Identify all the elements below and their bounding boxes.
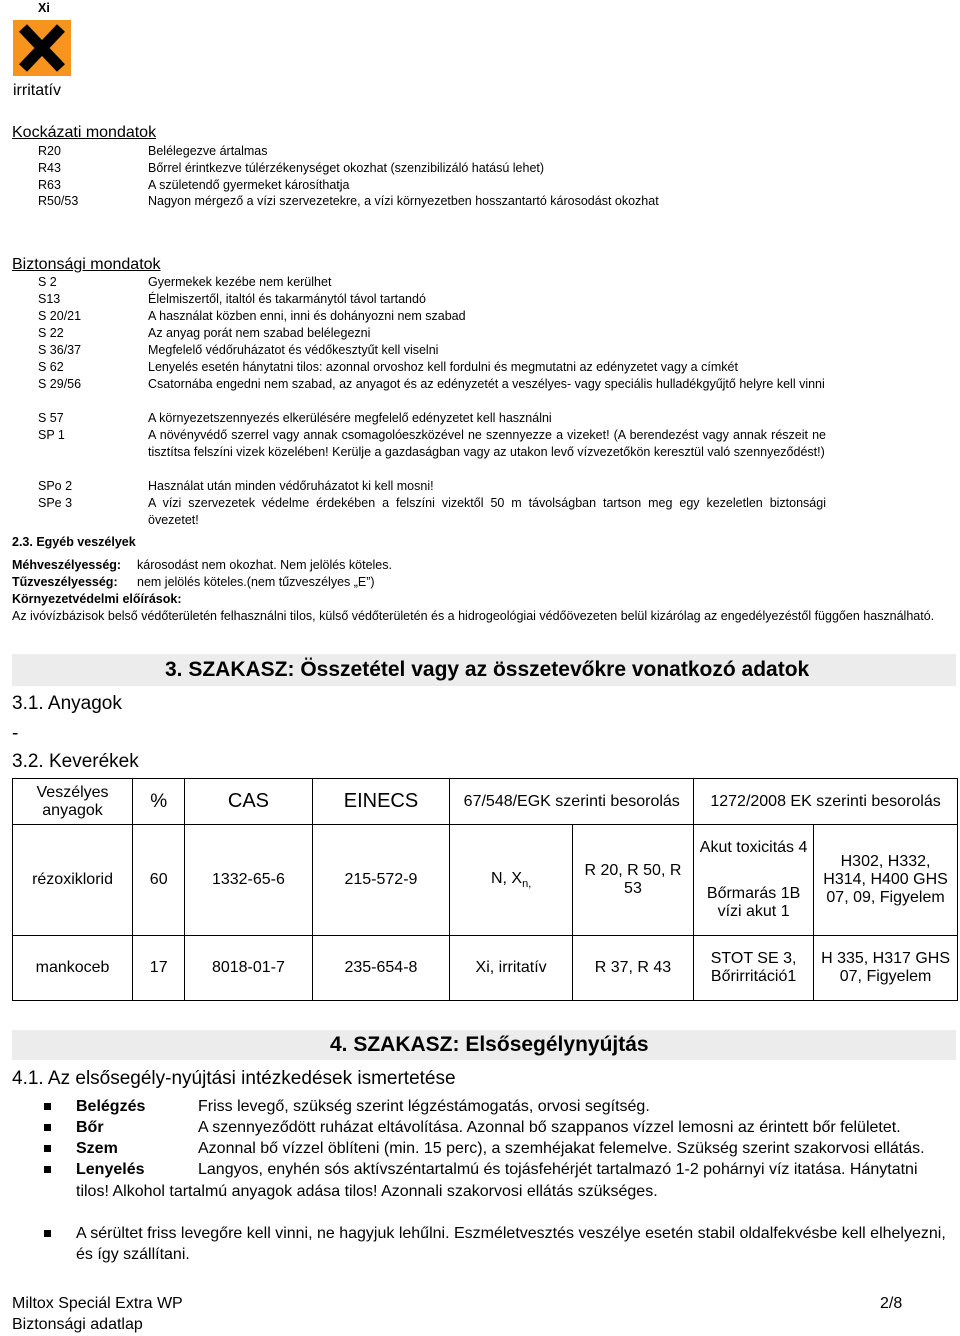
hazard-symbol-icon [13, 20, 71, 76]
section3-dash: - [12, 723, 19, 744]
header-cas: CAS [185, 779, 312, 825]
env-heading: Környezetvédelmi előírások: [12, 592, 182, 606]
s-text: Csatornába engedni nem szabad, az anyagot és az edényzetét a veszélyes- vagy speciális hulladékgyűjtő helyre kell vinni [148, 377, 825, 391]
cell-name: rézoxiklorid [13, 825, 133, 936]
header-clp: 1272/2008 EK szerinti besorolás [694, 779, 958, 825]
section3-sub2: 3.2. Keverékek [12, 751, 139, 772]
cell-einecs: 215-572-9 [312, 825, 450, 936]
bee-label: Méhveszélyesség: [12, 558, 122, 572]
section3-sub1: 3.1. Anyagok [12, 693, 122, 714]
cell-clp-classes [694, 825, 814, 1001]
s-code: S 20/21 [38, 309, 82, 323]
bee-text: károsodást nem okozhat. Nem jelölés köteles. [137, 558, 392, 572]
first-aid-label: Bőr [76, 1119, 104, 1136]
table-row [13, 936, 958, 1001]
r-phrases-heading: Kockázati mondatok [12, 124, 157, 141]
r-code: R50/53 [38, 194, 79, 208]
cell-cas: 8018-01-7 [185, 936, 312, 1001]
cell-percent: 60 [133, 825, 185, 936]
s-text: Használat után minden védőruházatot ki kell mosni! [148, 479, 434, 493]
clp-class-1: Akut toxicitás 4 [699, 839, 808, 856]
bullet-icon [44, 1103, 51, 1110]
section3-title: 3. SZAKASZ: Összetétel vagy az összetevőkre vonatkozó adatok [165, 658, 810, 681]
symbol-sub: n, [522, 878, 532, 891]
s-code: S 36/37 [38, 343, 82, 357]
s-text: A környezetszennyezés elkerülésére megfelelő edényzetet kell használni [148, 411, 552, 425]
s-code: SPo 2 [38, 479, 73, 493]
first-aid-label: Belégzés [76, 1098, 146, 1115]
s-text: Gyermekek kezébe nem kerülhet [148, 275, 332, 289]
r-text: A születendő gyermeket károsíthatja [148, 178, 350, 192]
s-code: SP 1 [38, 428, 65, 442]
section4-title: 4. SZAKASZ: Elsősegélynyújtás [330, 1033, 649, 1056]
first-aid-text: Friss levegő, szükség szerint légzéstámogatás, orvosi segítség. [198, 1098, 650, 1115]
s-code: S 62 [38, 360, 64, 374]
r-code: R20 [38, 144, 61, 158]
s-code: S 57 [38, 411, 64, 425]
first-aid-label: Szem [76, 1140, 118, 1157]
r-code: R43 [38, 161, 61, 175]
s-text: A növényvédő szerrel vagy annak csomagolóeszközével ne szennyezze a vizeket! (A berendezést vagy annak részeit ne tisztítsa felszíni vizek közelében! Kerülje a gazdaságban vagy az utakon levő vízvezetőkön keresztül való szennyeződést!) [148, 428, 826, 459]
section4-sub1: 4.1. Az elsősegély-nyújtási intézkedések ismertetése [12, 1068, 456, 1089]
s-text: Lenyelés esetén hánytatni tilos: azonnal orvoshoz kell fordulni és megmutatni az edényzetet vagy a címkét [148, 360, 738, 374]
s-text: Az anyag porát nem szabad belélegezni [148, 326, 371, 340]
s-code: S13 [38, 292, 61, 306]
s-phrases-heading: Biztonsági mondatok [12, 256, 161, 273]
header-substance: Veszélyes anyagok [13, 779, 133, 825]
cell-rphrases: R 37, R 43 [572, 936, 693, 1001]
table-header-row [13, 779, 958, 825]
cell-name: mankoceb [13, 936, 133, 1001]
s-text: A használat közben enni, inni és dohányozni nem szabad [148, 309, 466, 323]
symbol-text: N, X [490, 870, 523, 888]
cell-clp-h1: H302, H332, H314, H400 GHS 07, 09, Figyelem [814, 825, 958, 936]
hazard-label: irritatív [13, 82, 61, 99]
first-aid-text: A szennyeződött ruházat eltávolítása. Azonnal bő szappanos vízzel lemosni az érintett bőr felületet. [198, 1119, 901, 1136]
footer-page: 2/8 [880, 1295, 903, 1312]
fire-label: Tűzveszélyesség: [12, 575, 118, 589]
first-aid-label: Lenyelés [76, 1161, 145, 1178]
r-text: Belélegezve ártalmas [148, 144, 268, 158]
r-code: R63 [38, 178, 61, 192]
cell-cas: 1332-65-6 [185, 825, 312, 936]
cell-symbol [450, 825, 572, 936]
s-code: S 22 [38, 326, 64, 340]
bullet-icon [44, 1166, 51, 1173]
header-percent: % [133, 779, 185, 825]
table-row [13, 825, 958, 936]
s-code: SPe 3 [38, 496, 73, 510]
footer-product: Miltox Speciál Extra WP [12, 1295, 183, 1312]
first-aid-extra: A sérültet friss levegőre kell vinni, ne hagyjuk lehűlni. Eszméletvesztés veszélye esetén stabil oldalfekvésbe kell elhelyezni, és így szállítani. [76, 1225, 946, 1263]
first-aid-text: Azonnal bő vízzel öblíteni (min. 15 perc), a szemhéjakat felemelve. Szükség szerint szakorvosi ellátás. [198, 1140, 925, 1157]
s-code: S 29/56 [38, 377, 82, 391]
cell-rphrases: R 20, R 50, R 53 [572, 825, 693, 936]
mixture-table [12, 778, 958, 1001]
cell-einecs: 235-654-8 [312, 936, 450, 1001]
footer-doc: Biztonsági adatlap [12, 1316, 143, 1333]
header-einecs: EINECS [312, 779, 450, 825]
s-text: Megfelelő védőruházatot és védőkesztyűt kell viselni [148, 343, 439, 357]
clp-class-2: Bőrmarás 1B vízi akut 1 [694, 871, 813, 936]
header-eu67: 67/548/EGK szerinti besorolás [450, 779, 694, 825]
clp-class-3: STOT SE 3, Bőrirritáció1 [710, 950, 797, 985]
first-aid-text: Langyos, enyhén sós aktívszéntartalmú és tojásfehérjét tartalmazó 1-2 pohárnyi víz itatása. Hánytatni [198, 1161, 918, 1178]
fire-text: nem jelölés köteles.(nem tűzveszélyes „E”) [137, 575, 375, 589]
other-hazards-heading: 2.3. Egyéb veszélyek [12, 535, 136, 549]
bullet-icon [44, 1230, 51, 1237]
s-text: A vízi szervezetek védelme érdekében a felszíni vizektől 50 m távolságban tartson meg egy kezeletlen biztonsági övezetet! [148, 496, 826, 527]
first-aid-text-cont: tilos! Alkohol tartalmú anyagok adása tilos! Azonnali szakorvosi ellátás szükséges. [76, 1183, 658, 1200]
cell-symbol: Xi, irritatív [450, 936, 572, 1001]
bullet-icon [44, 1145, 51, 1152]
env-text: Az ivóvízbázisok belső védőterületén felhasználni tilos, külső védőterületén és a hidrogeológiai védőövezeten belül kizárólag az engedélyezéstől függően használható. [12, 609, 935, 623]
r-text: Bőrrel érintkezve túlérzékenységet okozhat (szenzibilizáló hatású lehet) [148, 161, 545, 175]
cell-clp-h2: H 335, H317 GHS 07, Figyelem [814, 936, 958, 1001]
bullet-icon [44, 1124, 51, 1131]
cell-percent: 17 [133, 936, 185, 1001]
s-text: Élelmiszertől, italtól és takarmánytól távol tartandó [148, 292, 426, 306]
r-text: Nagyon mérgező a vízi szervezetekre, a vízi környezetben hosszantartó károsodást okozhat [148, 194, 659, 208]
s-code: S 2 [38, 275, 57, 289]
hazard-code: Xi [38, 1, 50, 15]
